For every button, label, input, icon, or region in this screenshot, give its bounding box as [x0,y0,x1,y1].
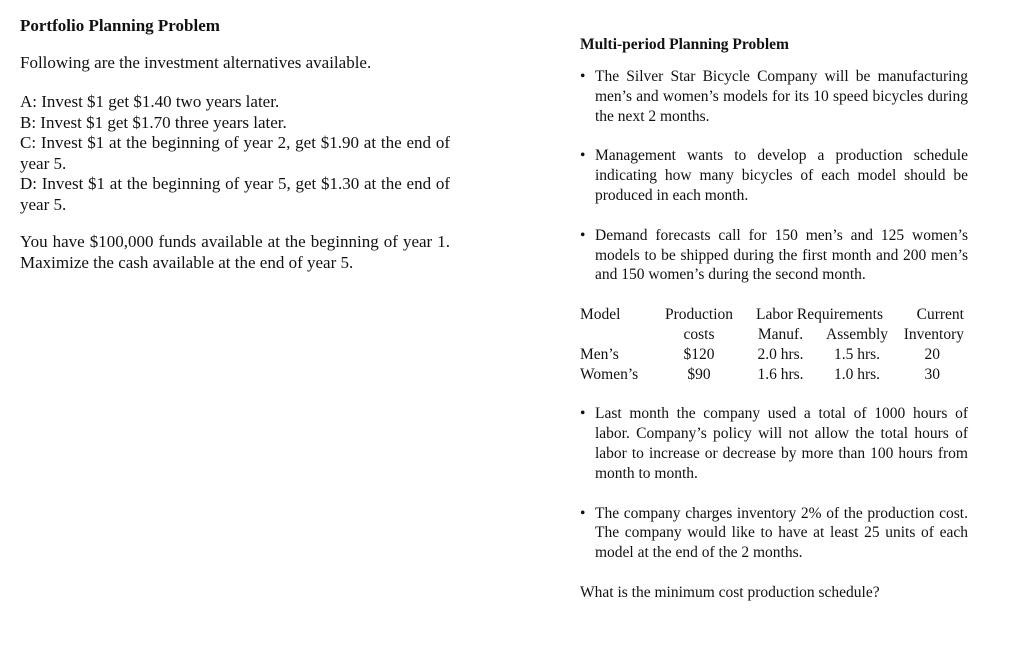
cell-cost: $120 [683,345,715,363]
table-row [580,365,964,385]
header-manuf: Manuf. [757,325,804,343]
option-a: A: Invest $1 get $1.40 two years later. [20,92,280,111]
cell-manuf: 2.0 hrs. [757,345,804,363]
model-table [580,305,964,384]
bullet-text: The company charges inventory 2% of the production cost. The company would like to have at least 25 units of each model at the end of the 2 months. [595,504,968,562]
bullet-text: Demand forecasts call for 150 men’s and 125 women’s models to be shipped during the first month and 200 men’s and 150 women’s during the second month. [595,226,968,284]
table-header-row-1 [580,305,964,325]
cell-model: Women’s [580,365,639,383]
table-row [580,345,964,365]
portfolio-panel [20,14,450,273]
multiperiod-title: Multi-period Planning Problem [580,36,789,53]
bullet-company [580,67,968,126]
option-c: C: Invest $1 at the beginning of year 2, get $1.90 at the end of year 5. [20,133,450,173]
bullet-icon: • [580,147,586,165]
portfolio-intro: Following are the investment alternatives available. [20,53,372,72]
bullet-text: Management wants to develop a production schedule indicating how many bicycles of each model should be produced in each month. [595,147,968,204]
cell-inventory: 30 [924,365,940,383]
cell-manuf: 1.6 hrs. [757,365,804,383]
option-b: B: Invest $1 get $1.70 three years later. [20,112,287,132]
portfolio-title: Portfolio Planning Problem [20,16,220,35]
cell-assembly: 1.5 hrs. [833,345,881,363]
header-inventory: Inventory [903,325,964,343]
cell-assembly: 1.0 hrs. [833,365,881,383]
bullet-icon: • [580,504,586,522]
cell-cost: $90 [687,365,711,383]
header-labor: Labor Requirements [756,306,883,324]
bullet-labor [580,404,968,483]
bullet-icon: • [580,405,586,423]
cell-model: Men’s [580,345,619,363]
question: What is the minimum cost production schedule? [580,583,880,601]
bullet-management [580,146,968,205]
header-model: Model [580,306,621,324]
bullet-icon: • [580,226,586,244]
header-production: Production [664,306,734,324]
multiperiod-panel [580,35,968,603]
table-header-row-2 [580,325,964,345]
header-assembly: Assembly [826,325,888,343]
bullet-text: Last month the company used a total of 1000 hours of labor. Company’s policy will not allow the total hours of labor to increase or decrease by more than 100 hours from month to month. [595,405,968,482]
cell-inventory: 20 [924,345,940,363]
bullet-demand [580,226,968,285]
bullet-inventory [580,504,968,563]
header-current: Current [916,306,964,324]
bullet-icon: • [580,68,586,85]
header-costs: costs [683,325,715,343]
option-d: D: Invest $1 at the beginning of year 5, get $1.30 at the end of year 5. [20,174,450,214]
portfolio-closing: You have $100,000 funds available at the beginning of year 1. Maximize the cash available at the end of year 5. [20,232,450,272]
bullet-text: The Silver Star Bicycle Company will be manufacturing men’s and women’s models for its 10 speed bicycles during the next 2 months. [595,68,968,125]
